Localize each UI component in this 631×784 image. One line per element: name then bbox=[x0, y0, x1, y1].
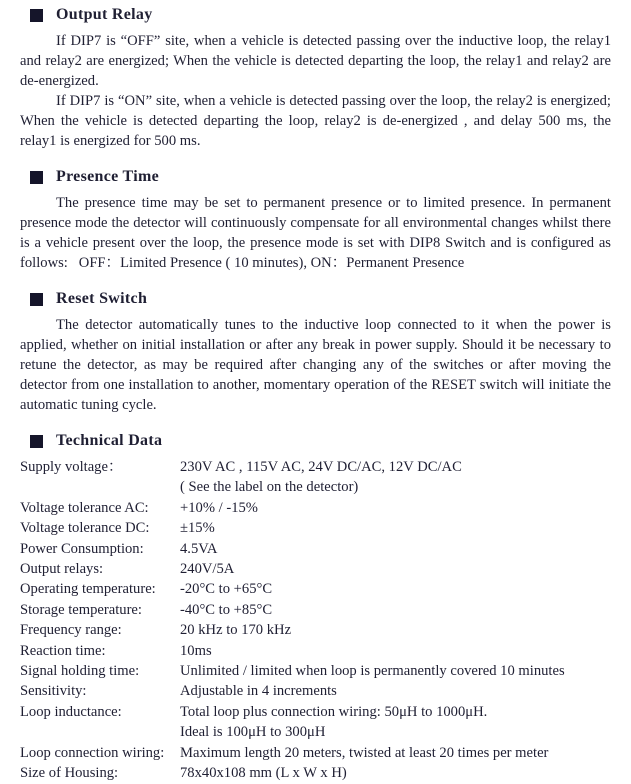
spec-label: Power Consumption: bbox=[20, 540, 144, 557]
spec-label: Frequency range: bbox=[20, 622, 122, 639]
section-output-relay bbox=[20, 6, 615, 151]
spec-row bbox=[20, 559, 611, 579]
spec-row bbox=[20, 641, 611, 661]
spec-row bbox=[20, 661, 611, 681]
section-technical-data bbox=[20, 432, 611, 784]
spec-label: Signal holding time: bbox=[20, 663, 140, 680]
section-heading-presence-time bbox=[30, 168, 611, 186]
paragraph: If DIP7 is “ON” site, when a vehicle is detected passing over the loop, the relay2 is energized; When the vehicle is detected departing the loop, relay2 is de-energized , and delay 500 ms, the relay1 is energized for 500 ms. bbox=[20, 93, 615, 149]
spec-label: Size of Housing: bbox=[20, 765, 119, 782]
square-bullet-icon bbox=[30, 435, 43, 448]
spec-value: 20 kHz to 170 kHz bbox=[180, 622, 292, 639]
section-heading-reset-switch bbox=[30, 290, 611, 308]
spec-row bbox=[20, 681, 611, 701]
spec-label: Reaction time: bbox=[20, 642, 106, 659]
section-title: Technical Data bbox=[56, 432, 163, 449]
spec-value: Ideal is 100μH to 300μH bbox=[180, 724, 326, 741]
spec-value: 230V AC , 115V AC, 24V DC/AC, 12V DC/AC bbox=[180, 459, 462, 475]
spec-label bbox=[20, 477, 180, 497]
square-bullet-icon bbox=[30, 171, 43, 184]
spec-label: Operating temperature: bbox=[20, 581, 156, 598]
spec-label: Sensitivity: bbox=[20, 683, 87, 700]
spec-row bbox=[20, 702, 611, 722]
spec-table bbox=[20, 457, 611, 784]
spec-row bbox=[20, 620, 611, 640]
square-bullet-icon bbox=[30, 9, 43, 22]
spec-row bbox=[20, 457, 611, 477]
spec-value: +10% / -15% bbox=[180, 499, 258, 516]
spec-row bbox=[20, 763, 611, 783]
spec-value: 4.5VA bbox=[180, 540, 218, 557]
section-presence-time bbox=[20, 168, 615, 273]
spec-row bbox=[20, 477, 611, 497]
spec-row bbox=[20, 539, 611, 559]
section-reset-switch bbox=[20, 290, 615, 415]
spec-value: -40°C to +85°C bbox=[180, 601, 273, 618]
section-title: Presence Time bbox=[56, 168, 159, 185]
spec-label bbox=[20, 722, 180, 742]
square-bullet-icon bbox=[30, 293, 43, 306]
spec-label: Supply voltage： bbox=[20, 459, 123, 475]
spec-value: -20°C to +65°C bbox=[180, 581, 273, 598]
spec-value: ( See the label on the detector) bbox=[180, 479, 359, 496]
spec-value: Total loop plus connection wiring: 50μH to 1000μH. bbox=[180, 703, 488, 720]
spec-value: Adjustable in 4 increments bbox=[180, 683, 337, 700]
paragraph: The presence time may be set to permanent presence or to limited presence. In permanent presence mode the detector will continuously compensate for all environmental changes whilst there is a vehicle present over the loop, the presence mode is set with DIP8 Switch and is configured as follows: OFF：Limited Presence ( 10 minutes), ON：Permanent Presence bbox=[20, 195, 615, 271]
spec-row bbox=[20, 722, 611, 742]
spec-value: 240V/5A bbox=[180, 561, 235, 578]
spec-value: 10ms bbox=[180, 642, 212, 659]
spec-label: Voltage tolerance DC: bbox=[20, 520, 150, 537]
spec-value: 78x40x108 mm (L x W x H) bbox=[180, 765, 347, 782]
spec-row bbox=[20, 600, 611, 620]
spec-label: Loop connection wiring: bbox=[20, 744, 165, 761]
spec-row bbox=[20, 579, 611, 599]
paragraph: The detector automatically tunes to the inductive loop connected to it when the power is applied, whether on initial installation or after any break in power supply. Should it be necessary to retune the detector, as may be required after changing any of the switches or after moving the detector from one installation to another, momentary operation of the RESET switch will initiate the automatic tuning cycle. bbox=[20, 317, 615, 413]
spec-row bbox=[20, 743, 611, 763]
section-title: Reset Switch bbox=[56, 290, 148, 307]
spec-label: Storage temperature: bbox=[20, 601, 142, 618]
paragraph: If DIP7 is “OFF” site, when a vehicle is detected passing over the inductive loop, the relay1 and relay2 are energized; When the vehicle is detected departing the loop, the relay1 and relay2 are de-energized. bbox=[20, 33, 615, 89]
spec-value: ±15% bbox=[180, 520, 215, 537]
spec-row bbox=[20, 518, 611, 538]
spec-value: Unlimited / limited when loop is permanently covered 10 minutes bbox=[180, 663, 565, 680]
spec-row bbox=[20, 498, 611, 518]
spec-label: Output relays: bbox=[20, 561, 104, 578]
spec-label: Voltage tolerance AC: bbox=[20, 499, 149, 516]
section-heading-output-relay bbox=[30, 6, 611, 24]
section-heading-technical-data bbox=[30, 432, 611, 450]
spec-value: Maximum length 20 meters, twisted at least 20 times per meter bbox=[180, 744, 549, 761]
section-title: Output Relay bbox=[56, 6, 153, 23]
spec-label: Loop inductance: bbox=[20, 703, 122, 720]
